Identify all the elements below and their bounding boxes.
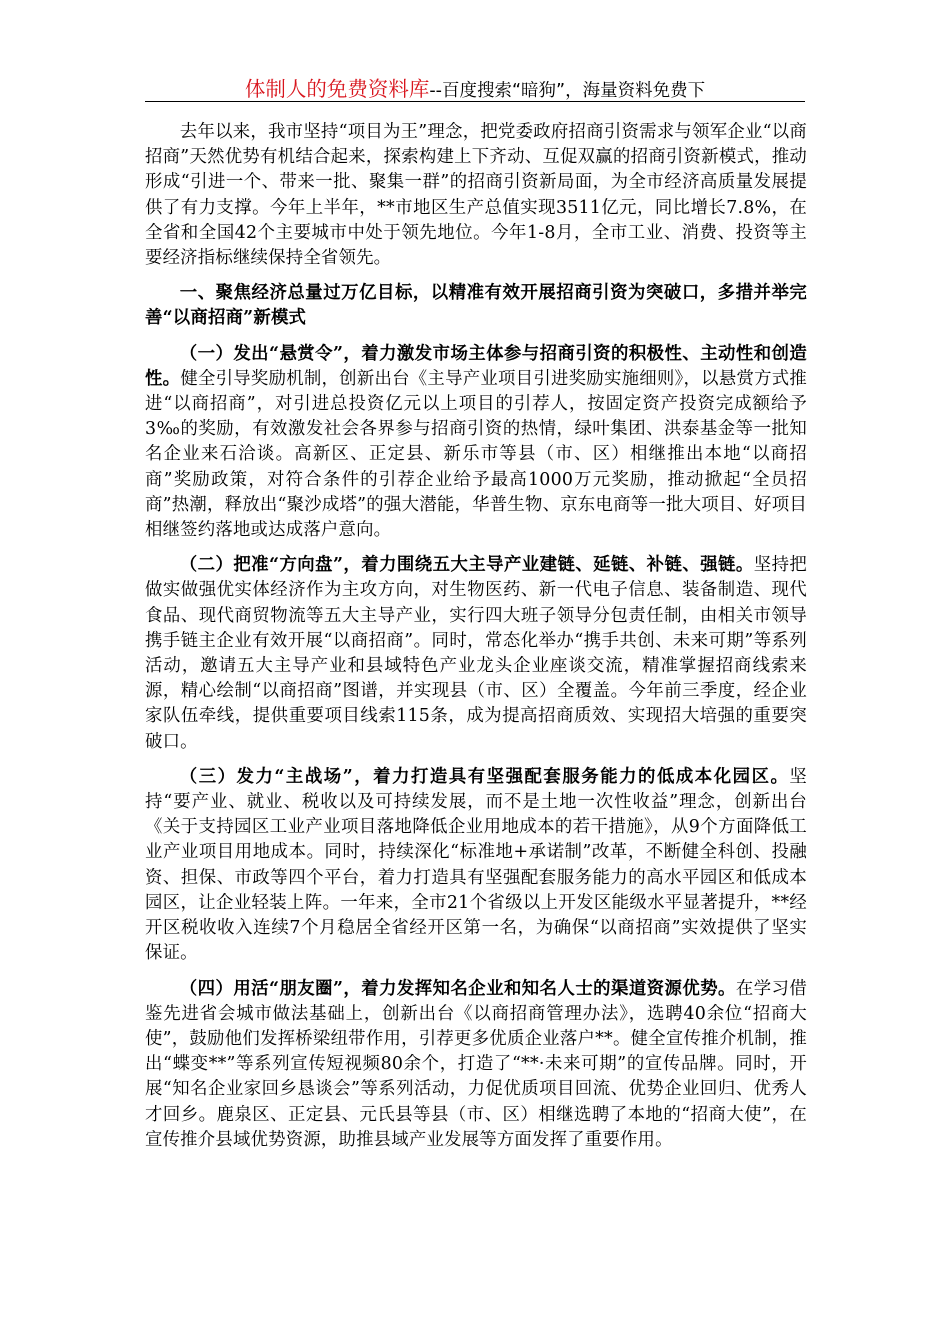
- page-header: [145, 72, 805, 102]
- item-heading: （三）发力“主战场”，着力打造具有坚强配套服务能力的低成本化园区。: [179, 766, 790, 787]
- document-body: [145, 120, 807, 1163]
- header-brand: 体制人的免费资料库: [244, 77, 430, 101]
- item-body: 健全引导奖励机制，创新出台《主导产业项目引进奖励实施细则》，以悬赏方式推进“以商招商”，对引进总投资亿元以上项目的引荐人，按固定资产投资完成额给予3‰的奖励，有效激发社会各界参与招商引资的热情，绿叶集团、洪泰基金等一批知名企业来石洽谈。高新区、正定县、新乐市等县（市、区）相继推出本地“以商招商”奖励政策，对符合条件的引荐企业给予最高1000万元奖励，推动掀起“全员招商”热潮，释放出“聚沙成塔”的强大潜能，华普生物、京东电商等一批大项目、好项目相继签约落地或达成落户意向。: [145, 368, 807, 541]
- item-heading: （一）发出“悬赏令”，着力激发市场主体参与招商引资的积极性、主动性和创造性。: [145, 343, 807, 389]
- header-divider: [145, 101, 805, 102]
- item-paragraph-4: [145, 977, 807, 1153]
- item-body: 在学习借鉴先进省会城市做法基础上，创新出台《以商招商管理办法》，选聘40余位“招商大使”，鼓励他们发挥桥梁纽带作用，引荐更多优质企业落户**。健全宣传推介机制，推出“蝶变**”等系列宣传短视频80余个，打造了“**·未来可期”的宣传品牌。同时，开展“知名企业家回乡恳谈会”等系列活动，力促优质项目回流、优势企业回归、优秀人才回乡。鹿泉区、正定县、元氏县等县（市、区）相继选聘了本地的“招商大使”，在宣传推介县域优势资源，助推县域产业发展等方面发挥了重要作用。: [145, 978, 807, 1150]
- item-body: 坚持“要产业、就业、税收以及可持续发展，而不是土地一次性收益”理念，创新出台《关于支持园区工业产业项目落地降低企业用地成本的若干措施》，从9个方面降低工业产业项目用地成本。同时，持续深化“标准地+承诺制”改革，不断健全科创、投融资、担保、市政等四个平台，着力打造具有坚强配套服务能力的高水平园区和低成本园区，让企业轻装上阵。一年来，全市21个省级以上开发区能级水平显著提升，**经开区税收收入连续7个月稳居全省经开区第一名，为确保“以商招商”实效提供了坚实保证。: [145, 766, 807, 964]
- item-heading: （二）把准“方向盘”，着力围绕五大主导产业建链、延链、补链、强链。: [179, 555, 754, 576]
- header-slogan: --百度搜索“暗狗”，海量资料免费下: [429, 81, 706, 101]
- section-heading: 一、聚焦经济总量过万亿目标，以精准有效开展招商引资为突破口，多措并举完善“以商招商”新模式: [145, 283, 807, 329]
- intro-paragraph: 去年以来，我市坚持“项目为王”理念，把党委政府招商引资需求与领军企业“以商招商”天然优势有机结合起来，探索构建上下齐动、互促双赢的招商引资新模式，推动形成“引进一个、带来一批、聚集一群”的招商引资新局面，为全市经济高质量发展提供了有力支撑。今年上半年，**市地区生产总值实现3511亿元，同比增长7.8%，在全省和全国42个主要城市中处于领先地位。今年1-8月，全市工业、消费、投资等主要经济指标继续保持全省领先。: [145, 122, 807, 269]
- item-body: 坚持把做实做强优实体经济作为主攻方向，对生物医药、新一代电子信息、装备制造、现代食品、现代商贸物流等五大主导产业，实行四大班子领导分包责任制，由相关市领导携手链主企业有效开展“以商招商”。同时，常态化举办“携手共创、未来可期”等系列活动，邀请五大主导产业和县域特色产业龙头企业座谈交流，精准掌握招商线索来源，精心绘制“以商招商”图谱，并实现县（市、区）全覆盖。今年前三季度，经企业家队伍牵线，提供重要项目线索115条，成为提高招商质效、实现招大培强的重要突破口。: [145, 555, 808, 752]
- item-paragraph-2: [145, 553, 807, 755]
- item-paragraph-1: [145, 342, 807, 544]
- item-heading: （四）用活“朋友圈”，着力发挥知名企业和知名人士的渠道资源优势。: [179, 978, 736, 999]
- item-paragraph-3: [145, 765, 807, 967]
